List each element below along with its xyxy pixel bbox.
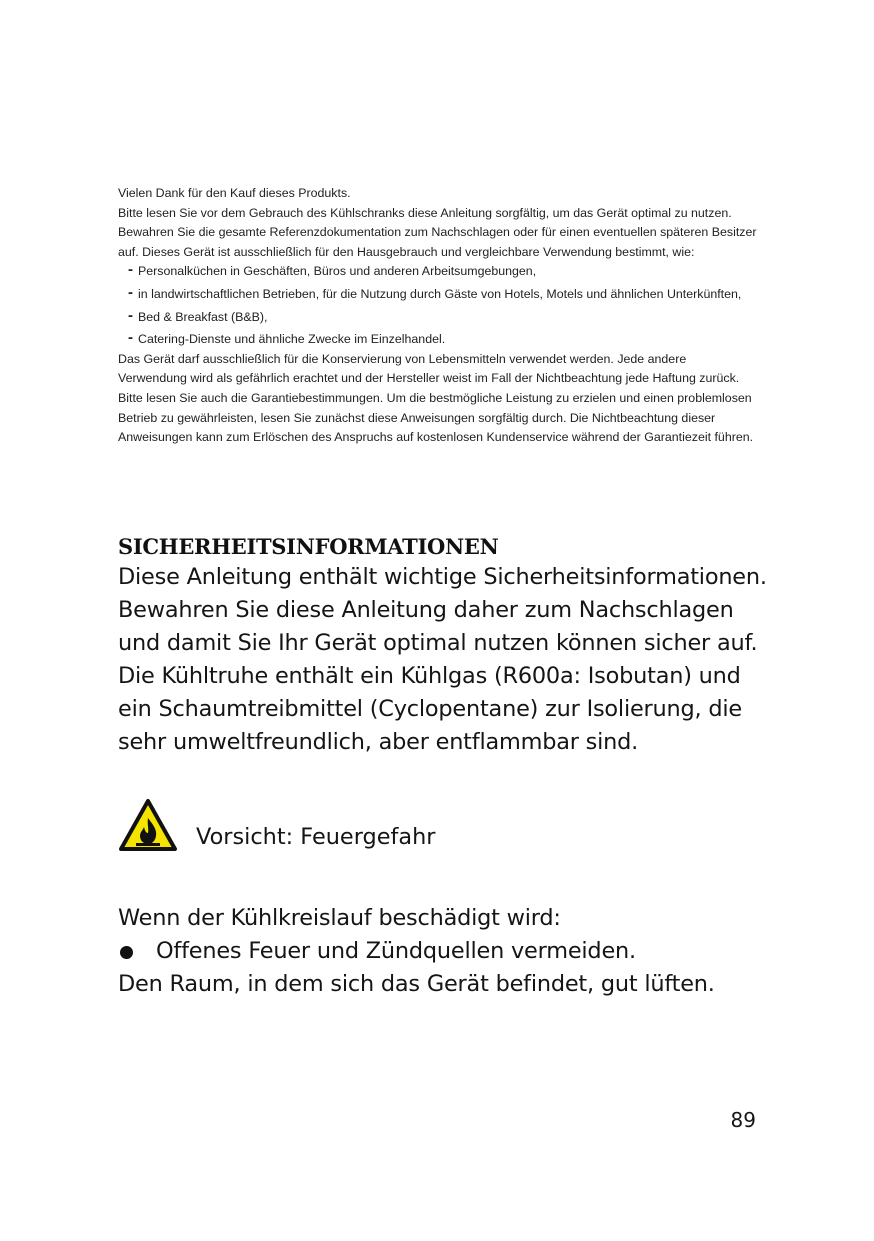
dash-icon: - (128, 261, 133, 279)
list-item: Offenes Feuer und Zündquellen vermeiden. (118, 935, 778, 968)
list-item: - Personalküchen in Geschäften, Büros und anderen Arbeitsumgebungen, (128, 261, 537, 279)
intro-section (118, 184, 758, 448)
usage-text: Das Gerät darf ausschließlich für die Konservierung von Lebensmitteln verwendet werden. Jede andere Verwendung wird als gefährlich erachtet und der Hersteller weist im Fall der Nichtbeachtung jede Haftung zurück. Bitte lesen Sie auch die Garantiebestimmungen. Um die bestmögliche Leistung zu erzielen und einen problemlosen Betrieb zu gewährleisten, lesen Sie zunächst diese Anweisungen sorgfältig durch. Die Nichtbeachtung dieser Anweisungen kann zum Erlöschen des Anspruchs auf kostenlosen Kundenservice während der Garantiezeit führen. (118, 351, 754, 445)
dash-icon: - (128, 283, 133, 301)
section-heading: SICHERHEITSINFORMATIONEN (118, 534, 499, 559)
list-item: - Catering-Dienste und ähnliche Zwecke im Einzelhandel. (128, 329, 446, 347)
ventilate-text: Den Raum, in dem sich das Gerät befindet, gut lüften. (118, 971, 715, 997)
warning-text: Vorsicht: Feuergefahr (196, 824, 436, 850)
page-number: 89 (730, 1108, 756, 1132)
bullet-dot-icon (120, 946, 133, 959)
usage-list (118, 262, 758, 349)
list-item: - in landwirtschaftlichen Betrieben, für die Nutzung durch Gäste von Hotels, Motels und ähnlichen Unterkünften, (128, 283, 742, 301)
instructions-text: Bitte lesen Sie vor dem Gebrauch des Kühlschranks diese Anleitung sorgfältig, um das Gerät optimal zu nutzen. Bewahren Sie die gesamte Referenzdokumentation zum Nachschlagen oder für einen eventuellen späteren Besitzer auf. Dieses Gerät ist ausschließlich für den Hausgebrauch und vergleichbare Verwendung bestimmt, wie: (118, 205, 757, 259)
thanks-text: Vielen Dank für den Kauf dieses Produkts. (118, 186, 351, 200)
flammable-warning-icon (118, 798, 178, 852)
damage-intro: Wenn der Kühlkreislauf beschädigt wird: (118, 905, 561, 931)
safety-paragraph-1: Diese Anleitung enthält wichtige Sicherheitsinformationen. Bewahren Sie diese Anleitung daher zum Nachschlagen und damit Sie Ihr Gerät optimal nutzen können sicher auf. (118, 564, 767, 656)
safety-section (118, 561, 778, 759)
damage-section (118, 902, 778, 1001)
list-item: - Bed & Breakfast (B&B), (128, 306, 268, 324)
safety-paragraph-2: Die Kühltruhe enthält ein Kühlgas (R600a: Isobutan) und ein Schaumtreibmittel (Cyclopentane) zur Isolierung, die sehr umweltfreundlich, aber entflammbar sind. (118, 663, 742, 755)
dash-icon: - (128, 306, 133, 324)
fire-warning (118, 798, 718, 854)
dash-icon: - (128, 329, 133, 347)
